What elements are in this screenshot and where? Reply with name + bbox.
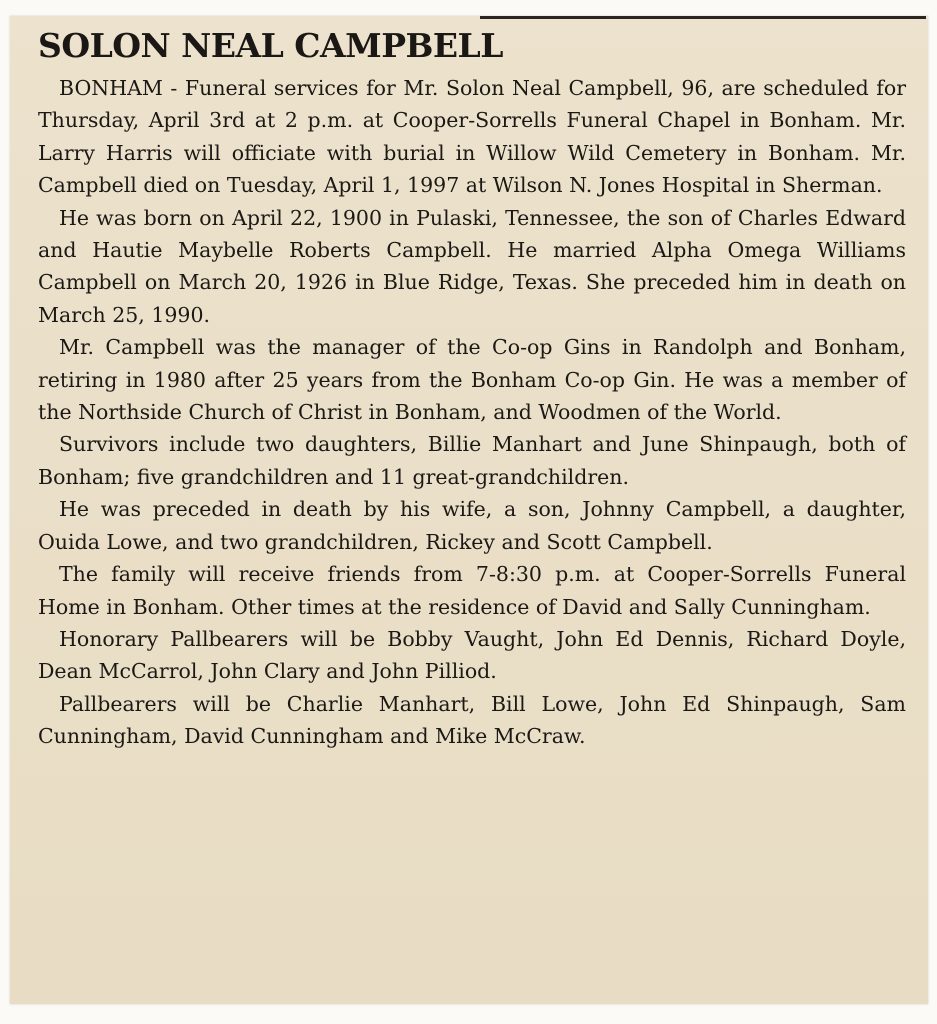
obituary-body — [38, 72, 906, 753]
top-rule — [480, 16, 926, 19]
paragraph-career: Mr. Campbell was the manager of the Co-op Gins in Randolph and Bonham, retiring in 1980 after 25 years from the Bonham Co-op Gin. He was a member of the Northside Church of Christ in Bonham, and Woodmen of the World. — [38, 335, 906, 425]
paragraph-preceded-in-death: He was preceded in death by his wife, a son, Johnny Campbell, a daughter, Ouida Lowe, and two grandchildren, Rickey and Scott Campbell. — [38, 497, 906, 554]
paragraph-survivors: Survivors include two daughters, Billie Manhart and June Shinpaugh, both of Bonham; five grandchildren and 11 great-grandchildren. — [38, 432, 906, 489]
paragraph-visitation: The family will receive friends from 7-8:30 p.m. at Cooper-Sorrells Funeral Home in Bonham. Other times at the residence of David and Sally Cunningham. — [38, 562, 906, 619]
newspaper-clipping — [10, 16, 928, 1004]
paragraph-funeral-services: BONHAM - Funeral services for Mr. Solon Neal Campbell, 96, are scheduled for Thursday, April 3rd at 2 p.m. at Cooper-Sorrells Funeral Chapel in Bonham. Mr. Larry Harris will officiate with burial in Willow Wild Cemetery in Bonham. Mr. Campbell died on Tuesday, April 1, 1997 at Wilson N. Jones Hospital in Sherman. — [38, 76, 906, 198]
paragraph-pallbearers: Pallbearers will be Charlie Manhart, Bill Lowe, John Ed Shinpaugh, Sam Cunningham, David Cunningham and Mike McCraw. — [38, 691, 906, 749]
obituary-headline: SOLON NEAL CAMPBELL — [38, 26, 503, 65]
paragraph-honorary-pallbearers: Honorary Pallbearers will be Bobby Vaught, John Ed Dennis, Richard Doyle, Dean McCarrol, John Clary and John Pilliod. — [38, 626, 906, 684]
paragraph-birth-marriage: He was born on April 22, 1900 in Pulaski, Tennessee, the son of Charles Edward and Hautie Maybelle Roberts Campbell. He married Alpha Omega Williams Campbell on March 20, 1926 in Blue Ridge, Texas. She preceded him in death on March 25, 1990. — [38, 205, 906, 327]
